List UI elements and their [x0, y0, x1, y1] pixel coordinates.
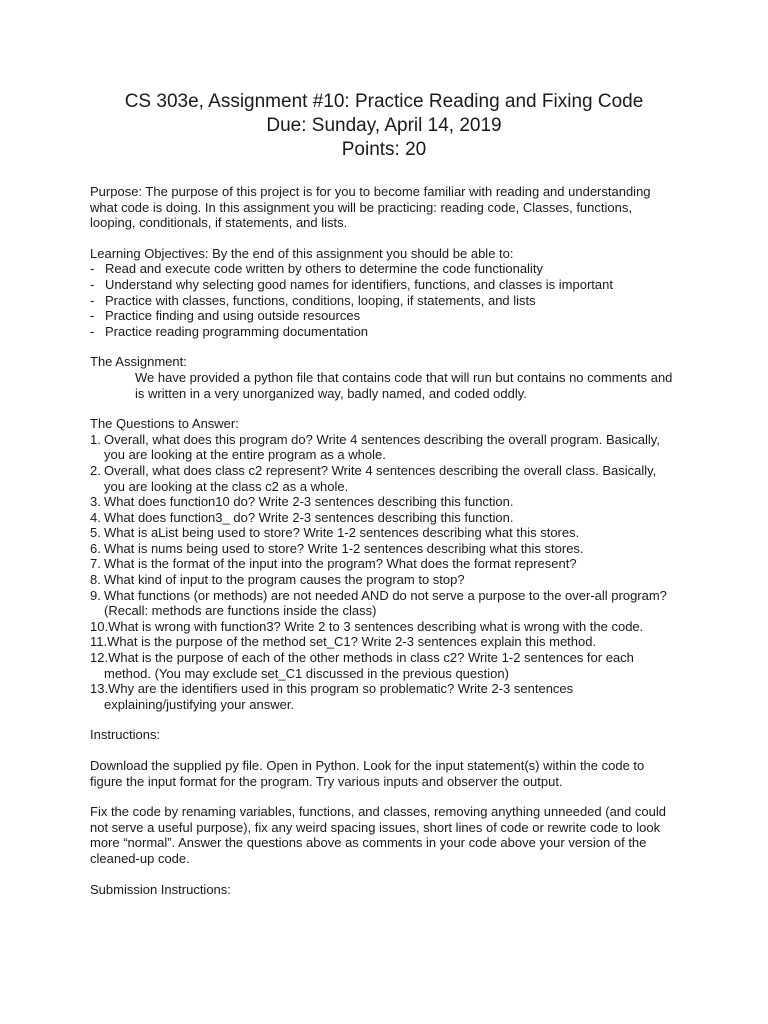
instructions-heading: Instructions: — [90, 727, 161, 743]
points: Points: 20 — [341, 139, 427, 160]
question-number: 13. — [90, 681, 109, 697]
question-text: What is the purpose of each of the other methods in class c2? Write 1-2 sentences for each method. (You may exclude set_C1 discussed in the previous question) — [104, 650, 634, 681]
question-text: What kind of input to the program causes the program to stop? — [104, 572, 465, 588]
question-item — [90, 681, 678, 712]
question-item — [90, 588, 678, 619]
objective-item: - Practice reading programming documentation — [90, 324, 678, 340]
questions-section — [90, 416, 678, 712]
objectives-intro: Learning Objectives: By the end of this assignment you should be able to: — [90, 245, 514, 261]
question-text: What is aList being used to store? Write 1-2 sentences describing what this stores. — [104, 525, 580, 541]
submission-heading: Submission Instructions: — [90, 881, 231, 897]
assignment-text: We have provided a python file that contains code that will run but contains no comments and is written in a very unorganized way, badly named, and coded oddly. — [135, 369, 673, 401]
question-item — [90, 525, 678, 541]
question-item — [90, 619, 678, 635]
question-item — [90, 494, 678, 510]
question-number: 9. — [90, 587, 101, 603]
question-item — [90, 572, 678, 588]
questions-list — [90, 432, 678, 713]
question-text: What does function10 do? Write 2-3 sentences describing this function. — [104, 494, 514, 510]
question-text: What is the purpose of the method set_C1? Write 2-3 sentences explain this method. — [107, 634, 597, 650]
question-number: 8. — [90, 572, 101, 588]
question-number: 7. — [90, 556, 101, 572]
question-number: 2. — [90, 462, 101, 478]
question-number: 1. — [90, 431, 101, 447]
document-title-block — [90, 90, 678, 162]
question-text: Why are the identifiers used in this program so problematic? Write 2-3 sentences explaining/justifying your answer. — [104, 681, 574, 712]
purpose-paragraph: Purpose: The purpose of this project is for you to become familiar with reading and understanding what code is doing. In this assignment you will be practicing: reading code, Classes, functions, looping, conditionals, if statements, and lists. — [90, 184, 651, 231]
assignment-heading: The Assignment: — [90, 354, 187, 370]
assignment-section — [90, 354, 678, 401]
objective-item: - Practice with classes, functions, conditions, looping, if statements, and lists — [90, 293, 678, 309]
question-text: What is wrong with function3? Write 2 to 3 sentences describing what is wrong with the code. — [108, 618, 644, 634]
question-text: What is the format of the input into the program? What does the format represent? — [104, 556, 577, 572]
question-text: What is nums being used to store? Write 1-2 sentences describing what this stores. — [104, 540, 584, 556]
question-number: 3. — [90, 494, 101, 510]
question-number: 11. — [90, 634, 108, 650]
objective-item: - Understand why selecting good names for identifiers, functions, and classes is important — [90, 277, 678, 293]
learning-objectives — [90, 246, 678, 340]
objective-item: - Read and execute code written by others to determine the code functionality — [90, 261, 678, 277]
question-text: What does function3_ do? Write 2-3 sentences describing this function. — [104, 509, 514, 525]
question-item — [90, 432, 678, 463]
question-item — [90, 510, 678, 526]
objective-item: - Practice finding and using outside resources — [90, 308, 678, 324]
question-text: What functions (or methods) are not needed AND do not serve a purpose to the over-all program? (Recall: methods are functions inside the class) — [104, 587, 667, 619]
question-item — [90, 634, 678, 650]
question-number: 5. — [90, 525, 101, 541]
question-item — [90, 541, 678, 557]
objectives-list — [90, 261, 678, 339]
due-date: Due: Sunday, April 14, 2019 — [266, 115, 502, 136]
question-number: 12. — [90, 650, 109, 666]
assignment-title: CS 303e, Assignment #10: Practice Reading and Fixing Code — [124, 91, 644, 112]
questions-heading: The Questions to Answer: — [90, 416, 239, 432]
question-item — [90, 463, 678, 494]
question-item — [90, 650, 678, 681]
question-text: Overall, what does class c2 represent? Write 4 sentences describing the overall class. Basically, you are looking at the class c2 as a whole. — [104, 462, 657, 494]
question-number: 4. — [90, 509, 101, 525]
question-text: Overall, what does this program do? Write 4 sentences describing the overall program. Basically, you are looking at the entire program as a whole. — [104, 431, 660, 463]
instructions-paragraph-1: Download the supplied py file. Open in Python. Look for the input statement(s) within the code to figure the input format for the program. Try various inputs and observer the output. — [90, 758, 645, 789]
question-item — [90, 556, 678, 572]
question-number: 6. — [90, 540, 101, 556]
instructions-paragraph-2: Fix the code by renaming variables, functions, and classes, removing anything unneeded (and could not serve a useful purpose), fix any weird spacing issues, short lines of code or rewrite code to look more “normal”. Answer the questions above as comments in your code above your version of the cleaned-up code. — [90, 804, 666, 866]
question-number: 10. — [90, 618, 109, 634]
